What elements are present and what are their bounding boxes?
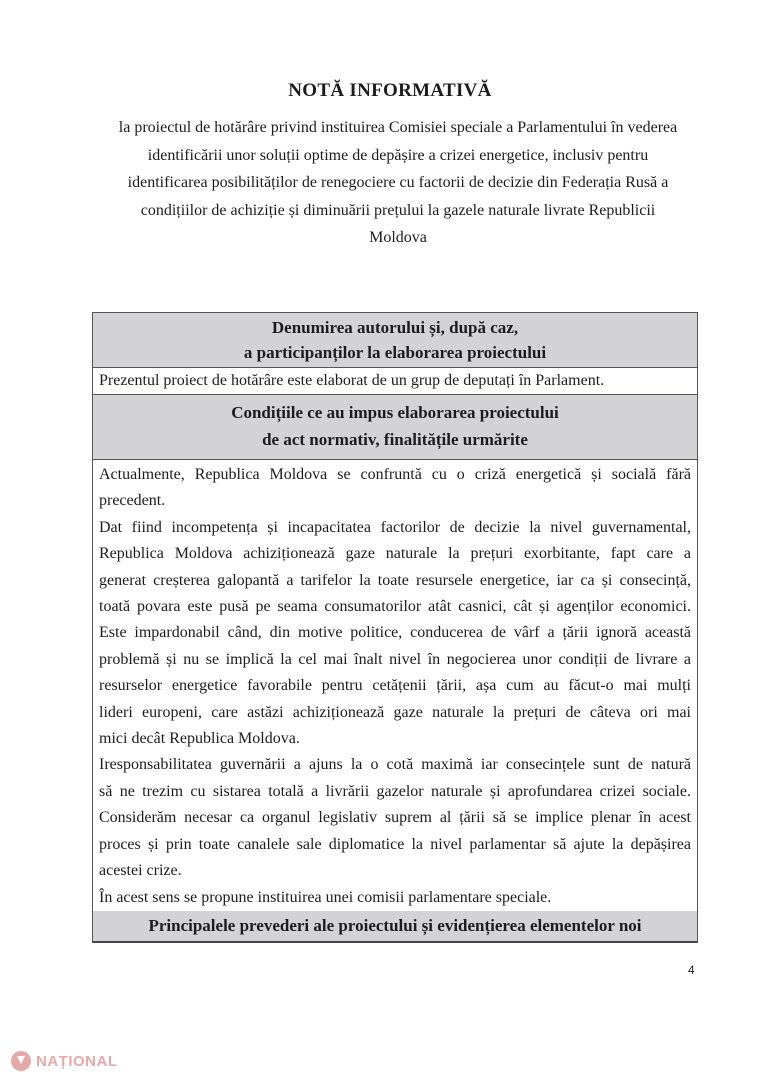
heading-line: Denumirea autorului și, după caz,: [271, 318, 519, 337]
heading-line: a participanților la elaborarea proiectului: [243, 343, 547, 362]
text-line: În acest sens se propune instituirea unei comisii parlamentare speciale.: [99, 888, 552, 906]
heading-line: Condițiile ce au impus elaborarea proiectului: [231, 403, 559, 422]
text-line: Iresponsabilitatea guvernării a ajuns la o cotă maximă iar consecințele sunt de natură: [99, 756, 691, 774]
text-line: Considerăm necesar ca organul legislativ suprem al țării să se implice plenar în acest: [99, 809, 691, 827]
text-line: resurselor energetice favorabile pentru cetățenii țării, așa cum au făcut-o mai mulți: [99, 677, 691, 695]
text-line: lideri europeni, care astăzi achiziționează gaze naturale la prețuri de câteva ori mai: [99, 703, 691, 721]
text-line: să ne trezim cu sistarea totală a livrării gazelor naturale și aprofundarea crizei sociale.: [99, 782, 691, 800]
section-heading-author: [93, 313, 697, 368]
heading-line: Principalele prevederi ale proiectului și evidențierea elementelor noi: [148, 915, 642, 935]
watermark-logo: [10, 1050, 118, 1072]
section-text-author: Prezentul proiect de hotărâre este elaborat de un grup de deputați în Parlament.: [93, 368, 697, 395]
subtitle-line: Moldova: [369, 229, 427, 246]
section-heading-provisions: [93, 911, 697, 943]
section-heading-conditions: [93, 395, 697, 460]
subtitle-line: la proiectul de hotărâre privind instituirea Comisiei speciale a Parlamentului în vederea: [118, 119, 678, 136]
text-line: mici decât Republica Moldova.: [99, 730, 300, 748]
section-text-conditions: [93, 460, 697, 911]
text-line: proces și prin toate canalele sale diplomatice la nivel parlamentar să ajute la depășirea: [99, 835, 691, 853]
text-line: Este impardonabil când, din motive politice, conducerea de vârf a țării ignoră această: [99, 624, 691, 642]
page-number: 4: [688, 963, 695, 977]
subtitle-line: identificarea posibilităților de renegociere cu factorii de decizie din Federația Rusă a: [127, 174, 669, 191]
subtitle-line: condițiilor de achiziție și diminuării prețului la gazele naturale livrate Republicii: [140, 201, 656, 219]
subtitle-line: identificării unor soluții optime de depășire a crizei energetice, inclusiv pentru: [147, 146, 649, 164]
heading-line: de act normativ, finalitățile urmărite: [262, 430, 528, 449]
text-line: Dat fiind incompetența și incapacitatea factorilor de decizie la nivel guvernamental,: [99, 518, 691, 536]
text-line: precedent.: [99, 492, 166, 510]
text-line: toată povara este pusă pe seama consumatorilor atât casnici, cât și agenților economici.: [99, 598, 691, 616]
text-line: Republica Moldova achiziționează gaze naturale la prețuri exorbitante, fapt care a: [99, 545, 691, 563]
info-table: [92, 312, 698, 943]
watermark-text: NAȚIONAL: [36, 1052, 118, 1070]
text-line: acestei crize.: [99, 862, 182, 880]
text-line: problemă și nu se implică la cel mai înalt nivel în negocierea unor condiții de livrare a: [99, 650, 691, 668]
brand-mark-icon: [10, 1050, 32, 1072]
document-title: NOTĂ INFORMATIVĂ: [288, 80, 492, 101]
document-subtitle: [98, 114, 698, 252]
text-line: generat creșterea galopantă a tarifelor la toate resursele energetice, iar ca și consecință,: [99, 571, 691, 589]
text-line: Actualmente, Republica Moldova se confruntă cu o criză energetică și socială fără: [99, 466, 691, 483]
